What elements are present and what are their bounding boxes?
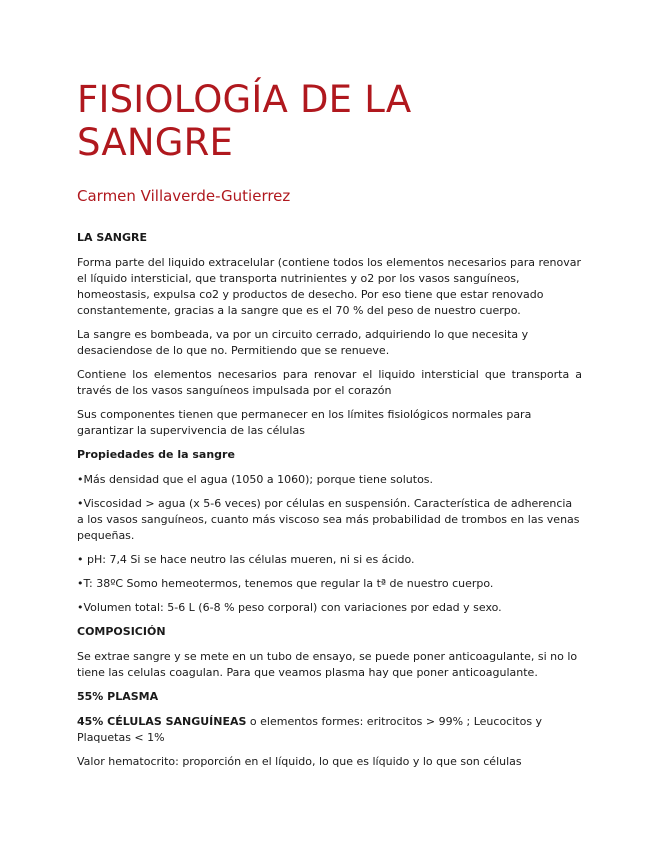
- author-name: Carmen Villaverde-Gutierrez: [77, 187, 291, 205]
- property-volume: •Volumen total: 5-6 L (6-8 % peso corporal) con variaciones por edad y sexo.: [77, 601, 502, 614]
- section-heading-la-sangre: LA SANGRE: [77, 231, 148, 244]
- section-heading-composicion: COMPOSICIÓN: [77, 625, 166, 638]
- section-heading-propiedades: Propiedades de la sangre: [77, 448, 235, 461]
- paragraph-limits: Sus componentes tienen que permanecer en los límites fisiológicos normales para garantizar la supervivencia de las células: [77, 408, 532, 437]
- paragraph-elements: Contiene los elementos necesarios para renovar el liquido intersticial que transporta a través de los vasos sanguíneos impulsada por el corazón: [77, 368, 582, 397]
- property-density: •Más densidad que el agua (1050 a 1060); porque tiene solutos.: [77, 473, 434, 486]
- title-line-1: FISIOLOGÍA DE LA: [77, 78, 412, 121]
- paragraph-circuit: La sangre es bombeada, va por un circuito cerrado, adquiriendo lo que necesita y desaciendose de lo que no. Permitiendo que se renueve.: [77, 328, 529, 357]
- property-temperature: •T: 38ºC Somo hemeotermos, tenemos que regular la tª de nuestro cuerpo.: [77, 577, 494, 590]
- paragraph-definition: Forma parte del liquido extracelular (contiene todos los elementos necesarios para renovar el líquido intersticial, que transporta nutrinientes y o2 por los vasos sanguíneos, homeostasis, expulsa co2 y productos de desecho. Por eso tiene que estar renovado constantemente, gracias a la sangre que es el 70 % del peso de nuestro cuerpo.: [77, 256, 582, 317]
- cells-description: o elementos formes: eritrocitos > 99% ; Leucocitos y Plaquetas < 1%: [77, 715, 543, 744]
- property-viscosity: •Viscosidad > agua (x 5-6 veces) por células en suspensión. Característica de adherencia a los vasos sanguíneos, cuanto más viscoso sea más probabilidad de trombos en las venas pequeñas.: [77, 497, 580, 542]
- title-line-2: SANGRE: [77, 121, 234, 164]
- hematocrit-line: Valor hematocrito: proporción en el líquido, lo que es líquido y lo que son células: [77, 755, 522, 768]
- document-body: [77, 230, 582, 778]
- paragraph-test-tube: Se extrae sangre y se mete en un tubo de ensayo, se puede poner anticoagulante, si no lo tiene las celulas coagulan. Para que veamos plasma hay que poner anticoagulante.: [77, 650, 578, 679]
- cells-label: 45% CÉLULAS SANGUÍNEAS: [77, 715, 247, 728]
- cells-line: [77, 714, 582, 746]
- plasma-label: 55% PLASMA: [77, 690, 159, 703]
- property-ph: • pH: 7,4 Si se hace neutro las células mueren, ni si es ácido.: [77, 553, 415, 566]
- document-title: [77, 78, 411, 164]
